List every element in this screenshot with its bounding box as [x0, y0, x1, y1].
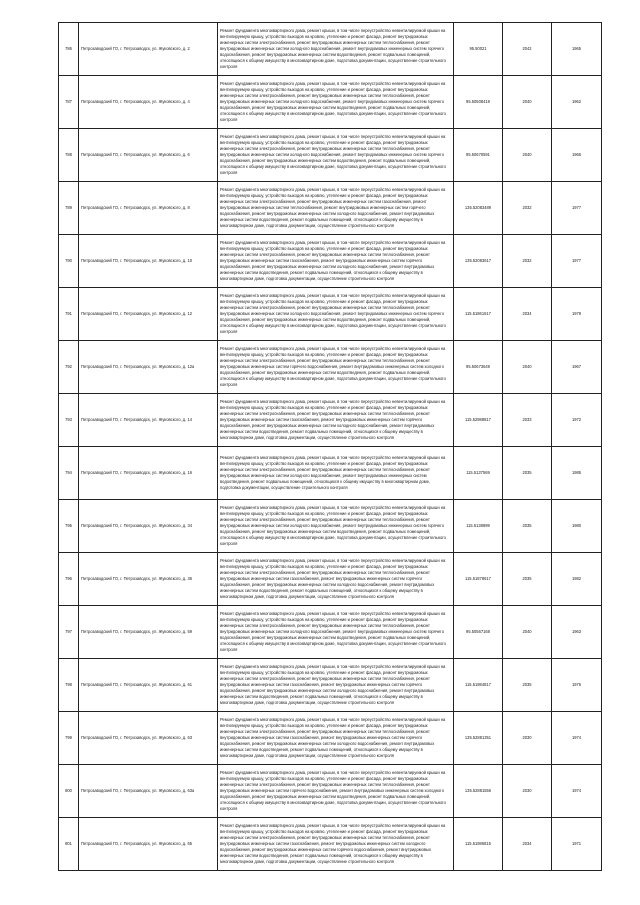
table-row: [59, 500, 602, 553]
works-cell: Ремонт фундамента многоквартирного дома, ремонт крыши, в том числе переустройство невентилируемой крыши на вентилируемую крышу, устройство выходов на кровлю, утепление и ремонт фасада, ремонт внутридомовых инженерных систем электроснабжения, ремонт внутридомовых инженерных систем газоснабжения, ремонт внутридомовых инженерных систем теплоснабжения, ремонт внутридомовых инженерных систем горячего водоснабжения, ремонт внутридомовых инженерных систем холодного водоснабжения, ремонт внутридомовых инженерных систем водоотведения, ремонт подвальных помещений, относящихся к общему имуществу в многоквартирном доме, подготовка документации, осуществление строительного контроля: [218, 182, 454, 235]
build-year-cell: 1979: [552, 288, 602, 341]
works-cell: Ремонт фундамента многоквартирного дома, ремонт крыши, в том числе переустройство невентилируемой крыши на вентилируемую крышу, устройство выходов на кровлю, утепление и ремонт фасада, ремонт внутридомовых инженерных систем электроснабжения, ремонт внутридомовых инженерных систем теплоснабжения, ремонт внутридомовых инженерных систем холодного водоснабжения, ремонт внутридомовых инженерных систем горячего водоснабжения, ремонт внутридомовых инженерных систем водоотведения, ремонт подвальных помещений, относящихся к общему имуществу в многоквартирном доме, подготовка документации, осуществление строительного контроля: [218, 500, 454, 553]
cost-cell: 95.50508419: [454, 76, 503, 129]
cost-cell: 135.52083617: [454, 235, 503, 288]
planned-year-cell: 2042: [503, 23, 552, 76]
row-number: 793: [59, 394, 79, 447]
works-cell: Ремонт фундамента многоквартирного дома, ремонт крыши, в том числе переустройство невентилируемой крыши на вентилируемую крышу, устройство выходов на кровлю, утепление и ремонт фасада, ремонт внутридомовых инженерных систем электроснабжения, ремонт внутридомовых инженерных систем теплоснабжения, ремонт внутридомовых инженерных систем газоснабжения, ремонт внутридомовых инженерных систем холодного водоснабжения, ремонт внутридомовых инженерных систем горячего водоснабжения, ремонт внутридомовых инженерных систем водоотведения, ремонт подвальных помещений, относящихся к общему имуществу в многоквартирном доме, подготовка документации, осуществление строительного контроля: [218, 818, 454, 871]
address-cell: Петрозаводский ГО, г. Петрозаводск, ул. Жуковского, д. 61: [79, 659, 218, 712]
table-row: [59, 712, 602, 765]
planned-year-cell: 2030: [503, 712, 552, 765]
cost-cell: 135.52083489: [454, 182, 503, 235]
row-number: 799: [59, 712, 79, 765]
build-year-cell: 1972: [552, 394, 602, 447]
cost-cell: 115.51984817: [454, 659, 503, 712]
row-number: 787: [59, 76, 79, 129]
works-cell: Ремонт фундамента многоквартирного дома, ремонт крыши, в том числе переустройство невентилируемой крыши на вентилируемую крышу, устройство выходов на кровлю, утепление и ремонт фасада, ремонт внутридомовых инженерных систем электроснабжения, ремонт внутридомовых инженерных систем теплоснабжения, ремонт внутридомовых инженерных систем газоснабжения, ремонт внутридомовых инженерных систем горячего водоснабжения, ремонт внутридомовых инженерных систем холодного водоснабжения, ремонт внутридомовых инженерных систем водоотведения, ремонт подвальных помещений, относящихся к общему имуществу в многоквартирном доме, подготовка документации, осуществление строительного контроля: [218, 394, 454, 447]
cost-cell: 95.50673649: [454, 341, 503, 394]
row-number: 786: [59, 23, 79, 76]
table-row: [59, 288, 602, 341]
table-row: [59, 765, 602, 818]
cost-cell: 135.52881556: [454, 765, 503, 818]
works-cell: Ремонт фундамента многоквартирного дома, ремонт крыши, в том числе переустройство невентилируемой крыши на вентилируемую крышу, устройство выходов на кровлю, утепление и ремонт фасада, ремонт внутридомовых инженерных систем электроснабжения, ремонт внутридомовых инженерных систем теплоснабжения, ремонт внутридомовых инженерных систем газоснабжения, ремонт внутридомовых инженерных систем горячего водоснабжения, ремонт внутридомовых инженерных систем холодного водоснабжения, ремонт внутридомовых инженерных систем водоотведения, ремонт подвальных помещений, относящихся к общему имуществу в многоквартирном доме, подготовка документации, осуществление строительного контроля: [218, 712, 454, 765]
build-year-cell: 1965: [552, 23, 602, 76]
address-cell: Петрозаводский ГО, г. Петрозаводск, ул. Жуковского, д. 8: [79, 182, 218, 235]
works-cell: Ремонт фундамента многоквартирного дома, ремонт крыши, в том числе переустройство невентилируемой крыши на вентилируемую крышу, устройство выходов на кровлю, утепление и ремонт фасада, ремонт внутридомовых инженерных систем электроснабжения, ремонт внутридомовых инженерных систем теплоснабжения, ремонт внутридомовых инженерных систем холодного водоснабжения, ремонт внутридомовых инженерных систем горячего водоснабжения, ремонт внутридомовых инженерных систем водоотведения, ремонт подвальных помещений, относящихся к общему имуществу в многоквартирном доме, подготовка документации, осуществление строительного контроля: [218, 129, 454, 182]
table-row: [59, 235, 602, 288]
works-cell: Ремонт фундамента многоквартирного дома, ремонт крыши, в том числе переустройство невентилируемой крыши на вентилируемую крышу, устройство выходов на кровлю, утепление и ремонт фасада, ремонт внутридомовых инженерных систем электроснабжения, ремонт внутридомовых инженерных систем теплоснабжения, ремонт внутридомовых инженерных систем холодного водоснабжения, ремонт внутридомовых инженерных систем горячего водоснабжения, ремонт внутридомовых инженерных систем водоотведения, ремонт подвальных помещений, относящихся к общему имуществу в многоквартирном доме, подготовка документации, осуществление строительного контроля: [218, 76, 454, 129]
cost-cell: 95.50670591: [454, 129, 503, 182]
row-number: 796: [59, 553, 79, 606]
build-year-cell: 1985: [552, 447, 602, 500]
cost-cell: 135.52881351: [454, 712, 503, 765]
planned-year-cell: 2030: [503, 765, 552, 818]
table-row: [59, 76, 602, 129]
build-year-cell: 1976: [552, 659, 602, 712]
build-year-cell: 1977: [552, 182, 602, 235]
address-cell: Петрозаводский ГО, г. Петрозаводск, ул. Жуковского, д. 10: [79, 235, 218, 288]
build-year-cell: 1967: [552, 341, 602, 394]
repair-registry-table: [58, 22, 602, 871]
table-row: [59, 341, 602, 394]
row-number: 797: [59, 606, 79, 659]
row-number: 800: [59, 765, 79, 818]
build-year-cell: 1974: [552, 765, 602, 818]
row-number: 789: [59, 182, 79, 235]
planned-year-cell: 2040: [503, 129, 552, 182]
planned-year-cell: 2034: [503, 818, 552, 871]
table-row: [59, 129, 602, 182]
works-cell: Ремонт фундамента многоквартирного дома, ремонт крыши, в том числе переустройство невентилируемой крыши на вентилируемую крышу, устройство выходов на кровлю, утепление и ремонт фасада, ремонт внутридомовых инженерных систем электроснабжения, ремонт внутридомовых инженерных систем теплоснабжения, ремонт внутридомовых инженерных систем газоснабжения, ремонт внутридомовых инженерных систем горячего водоснабжения, ремонт внутридомовых инженерных систем холодного водоснабжения, ремонт внутридомовых инженерных систем водоотведения, ремонт подвальных помещений, относящихся к общему имуществу в многоквартирном доме, подготовка документации, осуществление строительного контроля: [218, 235, 454, 288]
works-cell: Ремонт фундамента многоквартирного дома, ремонт крыши, в том числе переустройство невентилируемой крыши на вентилируемую крышу, устройство выходов на кровлю, утепление и ремонт фасада, ремонт внутридомовых инженерных систем электроснабжения, ремонт внутридомовых инженерных систем теплоснабжения, ремонт внутридомовых инженерных систем горячего водоснабжения, ремонт внутридомовых инженерных систем холодного водоснабжения, ремонт внутридомовых инженерных систем водоотведения, ремонт подвальных помещений, относящихся к общему имуществу в многоквартирном доме, подготовка документации, осуществление строительного контроля: [218, 341, 454, 394]
address-cell: Петрозаводский ГО, г. Петрозаводск, ул. Жуковского, д. 2: [79, 23, 218, 76]
build-year-cell: 1974: [552, 712, 602, 765]
row-number: 788: [59, 129, 79, 182]
planned-year-cell: 2035: [503, 447, 552, 500]
build-year-cell: 1962: [552, 76, 602, 129]
address-cell: Петрозаводский ГО, г. Петрозаводск, ул. Жуковского, д. 63а: [79, 765, 218, 818]
works-cell: Ремонт фундамента многоквартирного дома, ремонт крыши, в том числе переустройство невентилируемой крыши на вентилируемую крышу, устройство выходов на кровлю, утепление и ремонт фасада, ремонт внутридомовых инженерных систем электроснабжения, ремонт внутридомовых инженерных систем теплоснабжения, ремонт внутридомовых инженерных систем холодного водоснабжения, ремонт внутридомовых инженерных систем водоотведения, ремонт подвальных помещений, относящихся к общему имуществу в многоквартирном доме, подготовка документации, осуществление строительного контроля: [218, 447, 454, 500]
table-row: [59, 447, 602, 500]
cost-cell: 115.51861617: [454, 288, 503, 341]
row-number: 791: [59, 288, 79, 341]
cost-cell: 115.52988817: [454, 394, 503, 447]
cost-cell: 115.51878617: [454, 553, 503, 606]
build-year-cell: 1963: [552, 606, 602, 659]
build-year-cell: 1982: [552, 553, 602, 606]
works-cell: Ремонт фундамента многоквартирного дома, ремонт крыши, в том числе переустройство невентилируемой крыши на вентилируемую крышу, устройство выходов на кровлю, утепление и ремонт фасада, ремонт внутридомовых инженерных систем электроснабжения, ремонт внутридомовых инженерных систем теплоснабжения, ремонт внутридомовых инженерных систем холодного водоснабжения, ремонт внутридомовых инженерных систем горячего водоснабжения, ремонт внутридомовых инженерных систем водоотведения, ремонт подвальных помещений, относящихся к общему имуществу в многоквартирном доме, подготовка документации, осуществление строительного контроля: [218, 23, 454, 76]
address-cell: Петрозаводский ГО, г. Петрозаводск, ул. Жуковского, д. 59: [79, 606, 218, 659]
registry-body: [59, 23, 602, 871]
row-number: 790: [59, 235, 79, 288]
works-cell: Ремонт фундамента многоквартирного дома, ремонт крыши, в том числе переустройство невентилируемой крыши на вентилируемую крышу, устройство выходов на кровлю, утепление и ремонт фасада, ремонт внутридомовых инженерных систем электроснабжения, ремонт внутридомовых инженерных систем теплоснабжения, ремонт внутридомовых инженерных систем газоснабжения, ремонт внутридомовых инженерных систем горячего водоснабжения, ремонт внутридомовых инженерных систем холодного водоснабжения, ремонт внутридомовых инженерных систем водоотведения, ремонт подвальных помещений, относящихся к общему имуществу в многоквартирном доме, подготовка документации, осуществление строительного контроля: [218, 659, 454, 712]
address-cell: Петрозаводский ГО, г. Петрозаводск, ул. Жуковского, д. 14: [79, 394, 218, 447]
address-cell: Петрозаводский ГО, г. Петрозаводск, ул. Жуковского, д. 36: [79, 553, 218, 606]
address-cell: Петрозаводский ГО, г. Петрозаводск, ул. Жуковского, д. 16: [79, 447, 218, 500]
address-cell: Петрозаводский ГО, г. Петрозаводск, ул. Жуковского, д. 6: [79, 129, 218, 182]
table-row: [59, 553, 602, 606]
address-cell: Петрозаводский ГО, г. Петрозаводск, ул. Жуковского, д. 12а: [79, 341, 218, 394]
works-cell: Ремонт фундамента многоквартирного дома, ремонт крыши, в том числе переустройство невентилируемой крыши на вентилируемую крышу, устройство выходов на кровлю, утепление и ремонт фасада, ремонт внутридомовых инженерных систем электроснабжения, ремонт внутридомовых инженерных систем теплоснабжения, ремонт внутридомовых инженерных систем холодного водоснабжения, ремонт внутридомовых инженерных систем горячего водоснабжения, ремонт внутридомовых инженерных систем водоотведения, ремонт подвальных помещений, относящихся к общему имуществу в многоквартирном доме, подготовка документации, осуществление строительного контроля: [218, 288, 454, 341]
address-cell: Петрозаводский ГО, г. Петрозаводск, ул. Жуковского, д. 34: [79, 500, 218, 553]
works-cell: Ремонт фундамента многоквартирного дома, ремонт крыши, в том числе переустройство невентилируемой крыши на вентилируемую крышу, устройство выходов на кровлю, утепление и ремонт фасада, ремонт внутридомовых инженерных систем электроснабжения, ремонт внутридомовых инженерных систем теплоснабжения, ремонт внутридомовых инженерных систем газоснабжения, ремонт внутридомовых инженерных систем горячего водоснабжения, ремонт внутридомовых инженерных систем холодного водоснабжения, ремонт внутридомовых инженерных систем водоотведения, ремонт подвальных помещений, относящихся к общему имуществу в многоквартирном доме, подготовка документации, осуществление строительного контроля: [218, 553, 454, 606]
cost-cell: 95.50021: [454, 23, 503, 76]
address-cell: Петрозаводский ГО, г. Петрозаводск, ул. Жуковского, д. 4: [79, 76, 218, 129]
table-row: [59, 606, 602, 659]
planned-year-cell: 2040: [503, 76, 552, 129]
planned-year-cell: 2035: [503, 659, 552, 712]
table-row: [59, 818, 602, 871]
planned-year-cell: 2034: [503, 288, 552, 341]
table-row: [59, 23, 602, 76]
planned-year-cell: 2040: [503, 606, 552, 659]
row-number: 801: [59, 818, 79, 871]
build-year-cell: 1980: [552, 500, 602, 553]
planned-year-cell: 2035: [503, 500, 552, 553]
table-row: [59, 659, 602, 712]
planned-year-cell: 2040: [503, 341, 552, 394]
cost-cell: 115.5137569: [454, 447, 503, 500]
address-cell: Петрозаводский ГО, г. Петрозаводск, ул. Жуковского, д. 12: [79, 288, 218, 341]
planned-year-cell: 2035: [503, 553, 552, 606]
works-cell: Ремонт фундамента многоквартирного дома, ремонт крыши, в том числе переустройство невентилируемой крыши на вентилируемую крышу, устройство выходов на кровлю, утепление и ремонт фасада, ремонт внутридомовых инженерных систем электроснабжения, ремонт внутридомовых инженерных систем теплоснабжения, ремонт внутридомовых инженерных систем холодного водоснабжения, ремонт внутридомовых инженерных систем горячего водоснабжения, ремонт внутридомовых инженерных систем водоотведения, ремонт подвальных помещений, относящихся к общему имуществу в многоквартирном доме, подготовка документации, осуществление строительного контроля: [218, 606, 454, 659]
build-year-cell: 1977: [552, 235, 602, 288]
row-number: 794: [59, 447, 79, 500]
works-cell: Ремонт фундамента многоквартирного дома, ремонт крыши, в том числе переустройство невентилируемой крыши на вентилируемую крышу, устройство выходов на кровлю, утепление и ремонт фасада, ремонт внутридомовых инженерных систем электроснабжения, ремонт внутридомовых инженерных систем теплоснабжения, ремонт внутридомовых инженерных систем горячего водоснабжения, ремонт внутридомовых инженерных систем холодного водоснабжения, ремонт внутридомовых инженерных систем водоотведения, ремонт подвальных помещений, относящихся к общему имуществу в многоквартирном доме, подготовка документации, осуществление строительного контроля: [218, 765, 454, 818]
planned-year-cell: 2032: [503, 235, 552, 288]
build-year-cell: 1966: [552, 129, 602, 182]
row-number: 795: [59, 500, 79, 553]
address-cell: Петрозаводский ГО, г. Петрозаводск, ул. Жуковского, д. 63: [79, 712, 218, 765]
cost-cell: 115.5138899: [454, 500, 503, 553]
planned-year-cell: 2033: [503, 394, 552, 447]
row-number: 792: [59, 341, 79, 394]
cost-cell: 115.51986815: [454, 818, 503, 871]
cost-cell: 95.50567168: [454, 606, 503, 659]
planned-year-cell: 2032: [503, 182, 552, 235]
table-row: [59, 182, 602, 235]
table-row: [59, 394, 602, 447]
address-cell: Петрозаводский ГО, г. Петрозаводск, ул. Жуковского, д. 65: [79, 818, 218, 871]
build-year-cell: 1971: [552, 818, 602, 871]
row-number: 798: [59, 659, 79, 712]
